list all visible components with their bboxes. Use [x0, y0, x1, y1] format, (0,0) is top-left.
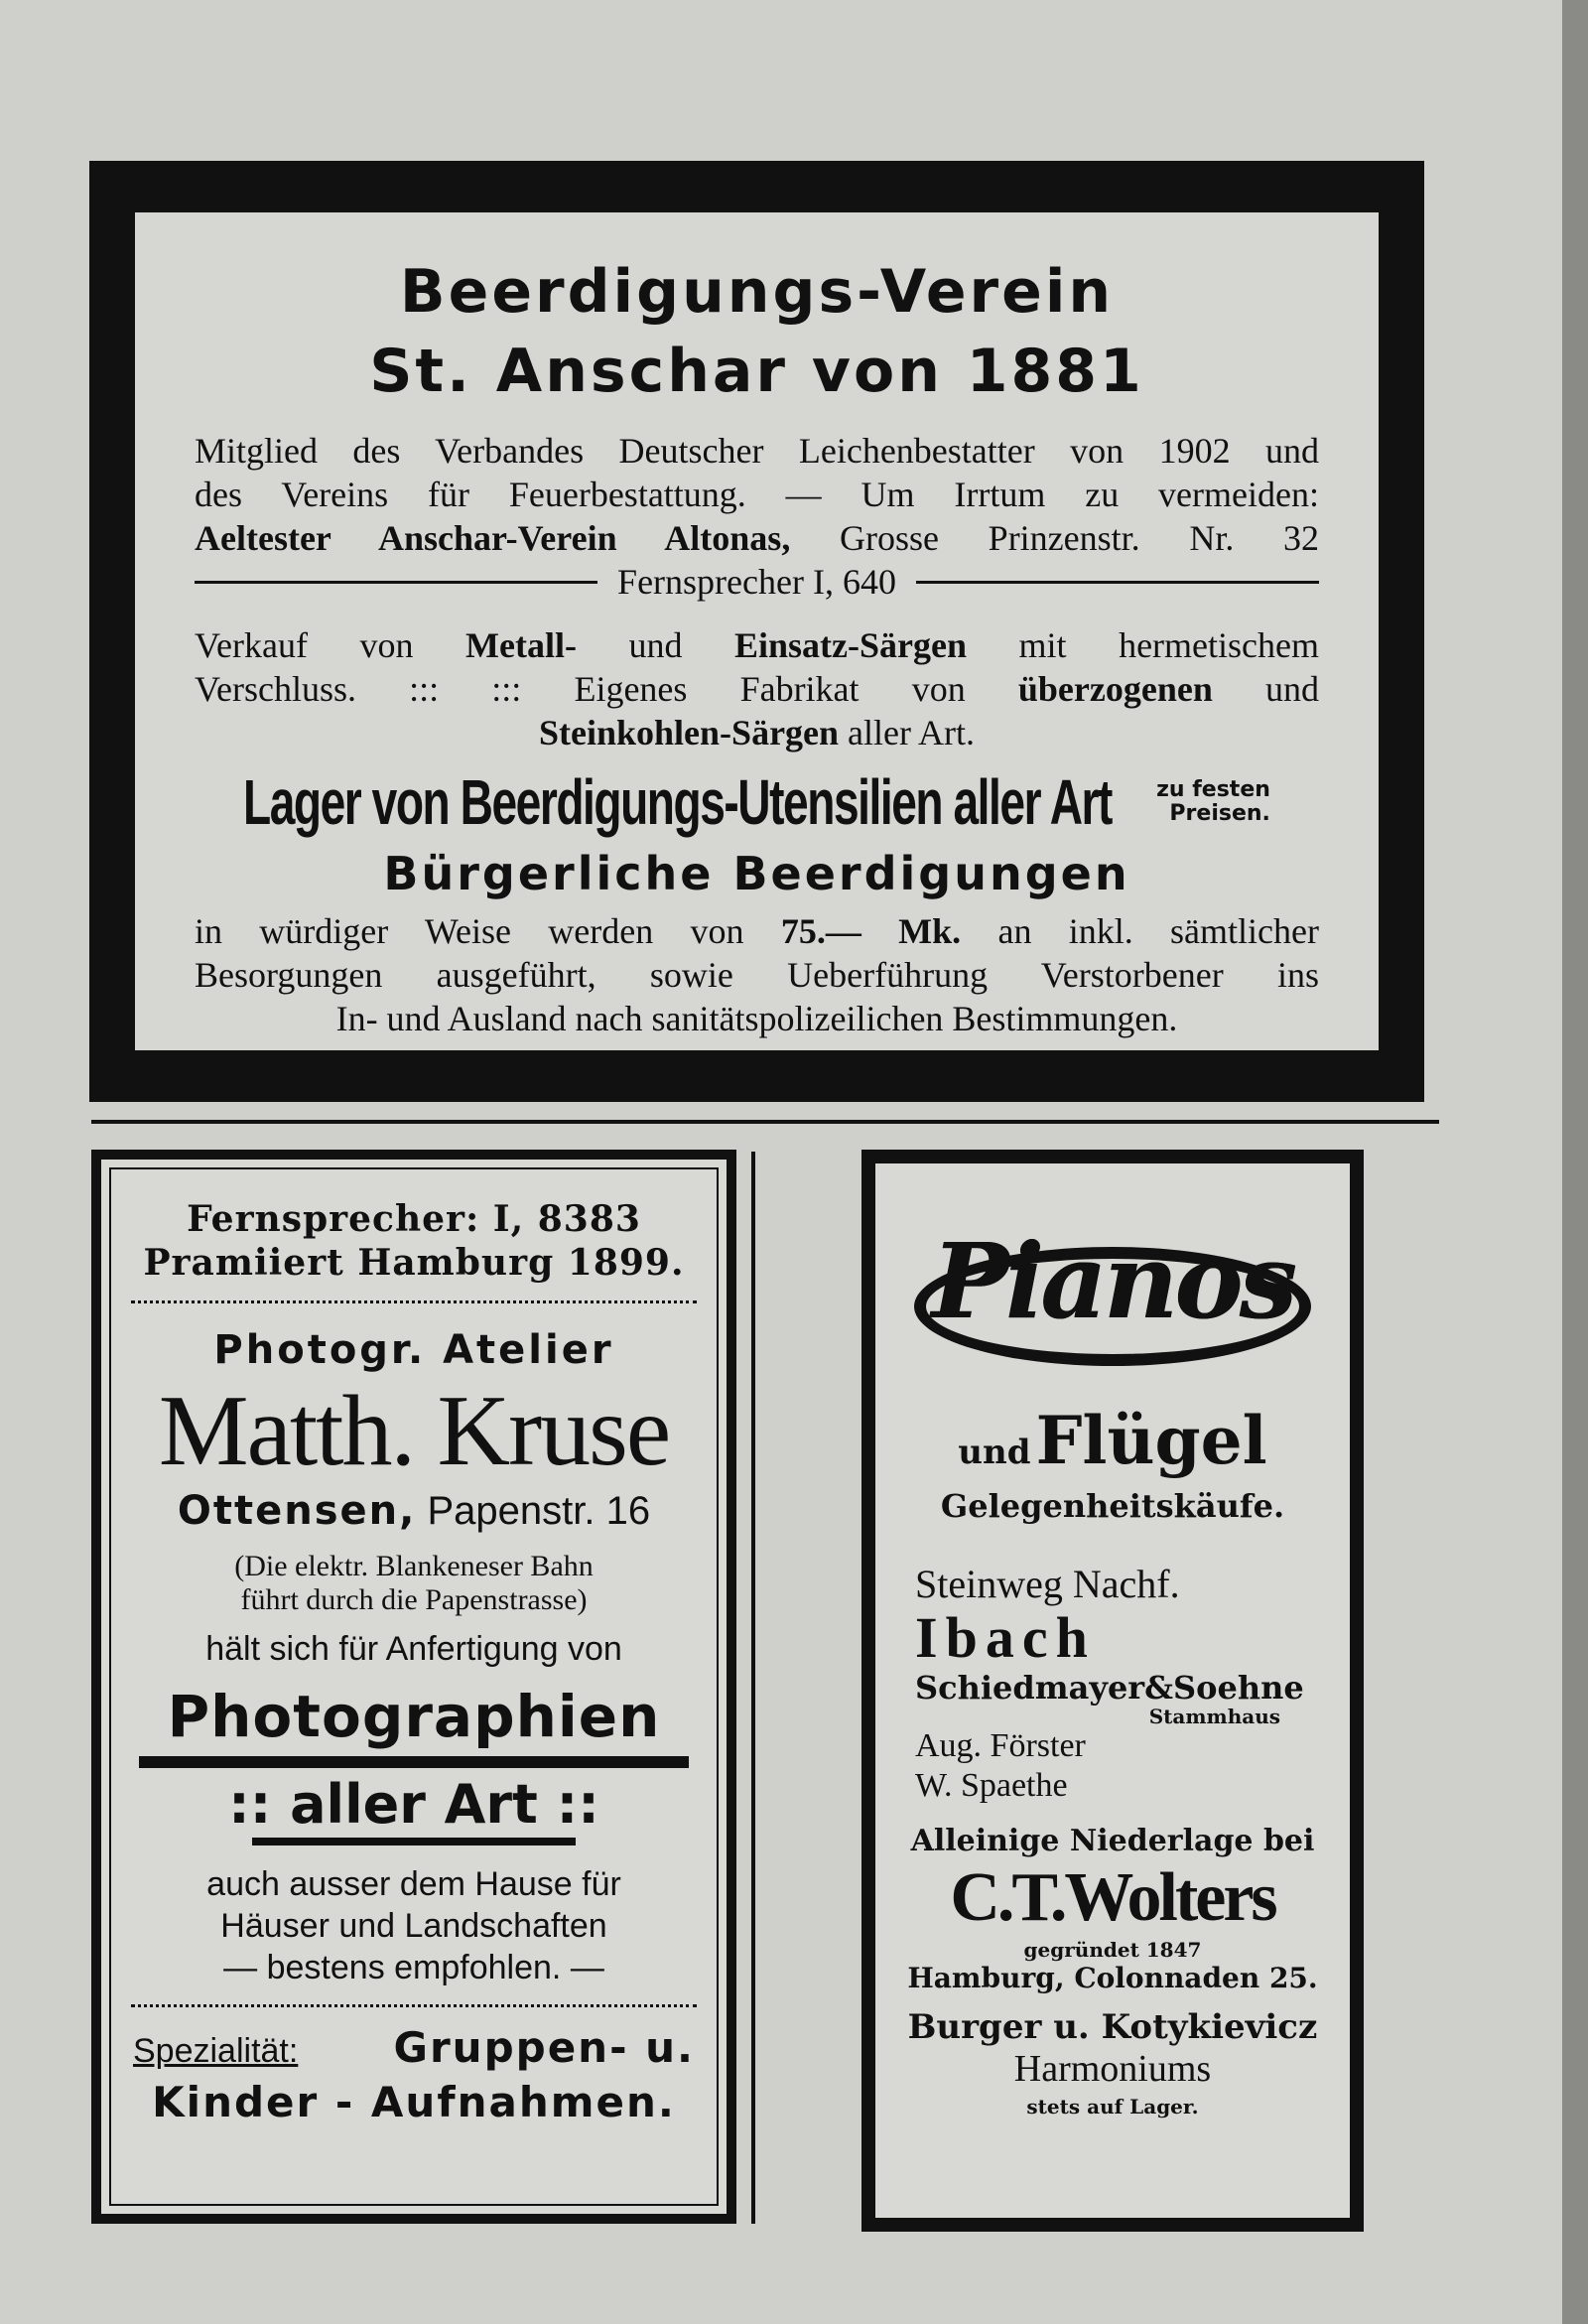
- fixed-prices-2: Preisen.: [1169, 801, 1270, 826]
- sale-2a: Verschluss. ::: ::: Eigenes Fabrikat von: [195, 669, 1018, 709]
- studio-address: [123, 1486, 705, 1536]
- sale-1e: mit hermetischem: [967, 625, 1319, 665]
- studio-phone: Fernsprecher: I, 8383: [187, 1198, 641, 1240]
- pianos-word: Pianos: [931, 1220, 1294, 1342]
- address-bold: Ottensen,: [177, 1488, 417, 1534]
- closing-line-2: Besorgungen ausgeführt, sowie Ueberführung Verstorbener ins: [195, 955, 1319, 995]
- pianos-logo: [904, 1207, 1321, 1376]
- studio-name: Matth. Kruse: [158, 1375, 670, 1487]
- dealer-name: C.T.Wolters: [950, 1859, 1275, 1936]
- harmoniums-word: Harmoniums: [1013, 2048, 1212, 2090]
- service-note: hält sich für Anfertigung von: [205, 1630, 622, 1668]
- fluegel-word: Flügel: [1035, 1402, 1267, 1479]
- funeral-ad-inner: [135, 212, 1379, 1050]
- closing-1b: 75.— Mk.: [780, 911, 962, 951]
- lager-row: [135, 764, 1379, 840]
- intro-line-3-rest: Grosse Prinzenstr. Nr. 32: [790, 518, 1320, 558]
- fixed-prices: [1156, 778, 1270, 826]
- sale-3a: Steinkohlen-Särgen: [539, 713, 840, 752]
- recommend-2: Häuser und Landschaften: [220, 1907, 607, 1945]
- wave-divider-2: [131, 2004, 697, 2007]
- specialty-text: Gruppen- u.: [393, 2023, 695, 2072]
- fixed-prices-1: zu festen: [1156, 777, 1270, 802]
- closing-line-3: In- und Ausland nach sanitätspolizeilichen Bestimmungen.: [335, 999, 1178, 1038]
- wave-divider: [131, 1300, 697, 1303]
- studio-award: Pramiiert Hamburg 1899.: [143, 1242, 685, 1284]
- piano-ad: [861, 1150, 1364, 2232]
- photos-heading: Photographien: [167, 1683, 661, 1750]
- sale-1d: Einsatz-Särgen: [734, 625, 967, 665]
- aller-art-heading: :: aller Art ::: [228, 1773, 599, 1836]
- phone-rule-left: [195, 581, 597, 584]
- heading-bar: [139, 1756, 689, 1768]
- horizontal-divider: [91, 1120, 1439, 1124]
- sale-1a: Verkauf von: [195, 625, 465, 665]
- closing-line-1: [195, 909, 1319, 953]
- funeral-ad: [89, 161, 1424, 1102]
- harmonium-maker: Burger u. Kotykievicz: [907, 2007, 1318, 2047]
- intro-line-2: des Vereins für Feuerbestattung. — Um Irrtum zu vermeiden:: [195, 475, 1319, 514]
- sale-1c: und: [576, 625, 734, 665]
- brand-ibach: Ibach: [915, 1605, 1096, 1670]
- funeral-ad-title: [135, 252, 1379, 411]
- tram-note-1: (Die elektr. Blankeneser Bahn: [234, 1550, 594, 1582]
- founded-note: gegründet 1847: [1023, 1938, 1202, 1962]
- fluegel-row: [875, 1402, 1350, 1479]
- title-line-1: Beerdigungs-Verein: [399, 257, 1115, 327]
- sale-2c: und: [1212, 669, 1319, 709]
- atelier-heading: Photogr. Atelier: [213, 1327, 614, 1373]
- sale-line-1: [195, 623, 1319, 667]
- phone-rule-right: [916, 581, 1319, 584]
- brand-foerster: Aug. Förster: [915, 1727, 1086, 1764]
- recommend-3: — bestens empfohlen. —: [223, 1949, 604, 1986]
- heading-bar-2: [252, 1838, 576, 1846]
- brand-spaethe: W. Spaethe: [915, 1767, 1068, 1804]
- stammhaus-note: Stammhaus: [1148, 1705, 1280, 1728]
- page-edge: [1562, 0, 1588, 2324]
- gelegen-text: Gelegenheitskäufe.: [940, 1487, 1285, 1525]
- specialty-label: Spezialität:: [133, 2032, 299, 2070]
- photo-studio-ad: [91, 1150, 736, 2224]
- dealer-address: Hamburg, Colonnaden 25.: [907, 1962, 1318, 1994]
- buerger-heading: Bürgerliche Beerdigungen: [383, 847, 1130, 900]
- sale-1b: Metall-: [465, 625, 577, 665]
- tram-note-2: führt durch die Papenstrasse): [240, 1583, 588, 1616]
- lager-heading: Lager von Beerdigungs-Utensilien aller Art: [243, 766, 1113, 838]
- in-stock-note: stets auf Lager.: [1026, 2095, 1199, 2119]
- sale-text: [135, 623, 1379, 754]
- phone-number: Fernsprecher I, 640: [617, 562, 896, 602]
- intro-line-3: [195, 516, 1319, 560]
- sale-2b: überzogenen: [1017, 669, 1213, 709]
- photo-studio-ad-inner: [109, 1167, 719, 2206]
- closing-1a: in würdiger Weise werden von: [195, 911, 781, 951]
- closing-text: [135, 909, 1379, 1040]
- recommendation-text: [123, 1863, 705, 1988]
- recommend-1: auch ausser dem Hause für: [206, 1865, 621, 1903]
- tram-note: [123, 1550, 705, 1617]
- intro-text: [135, 429, 1379, 560]
- sale-line-2: [195, 667, 1319, 711]
- kinder-text: Kinder - Aufnahmen.: [152, 2078, 676, 2126]
- brand-steinweg: Steinweg Nachf.: [915, 1562, 1180, 1606]
- sale-3b: aller Art.: [839, 713, 975, 752]
- intro-line-1: Mitglied des Verbandes Deutscher Leichenbestatter von 1902 und: [195, 431, 1319, 471]
- phone-row: [135, 560, 1379, 604]
- brand-schiedmayer: Schiedmayer&Soehne: [915, 1669, 1304, 1707]
- closing-1c: an inkl. sämtlicher: [961, 911, 1319, 951]
- sale-line-3: [195, 711, 1319, 754]
- und-word: und: [958, 1433, 1031, 1472]
- title-line-2: St. Anschar von 1881: [369, 337, 1144, 406]
- studio-contact: [123, 1197, 705, 1285]
- vertical-divider: [751, 1152, 755, 2224]
- intro-line-3-bold: Aeltester Anschar-Verein Altonas,: [195, 518, 791, 558]
- specialty-row: [123, 2023, 705, 2072]
- address-rest: Papenstr. 16: [416, 1489, 651, 1533]
- dealer-intro: Alleinige Niederlage bei: [910, 1824, 1315, 1858]
